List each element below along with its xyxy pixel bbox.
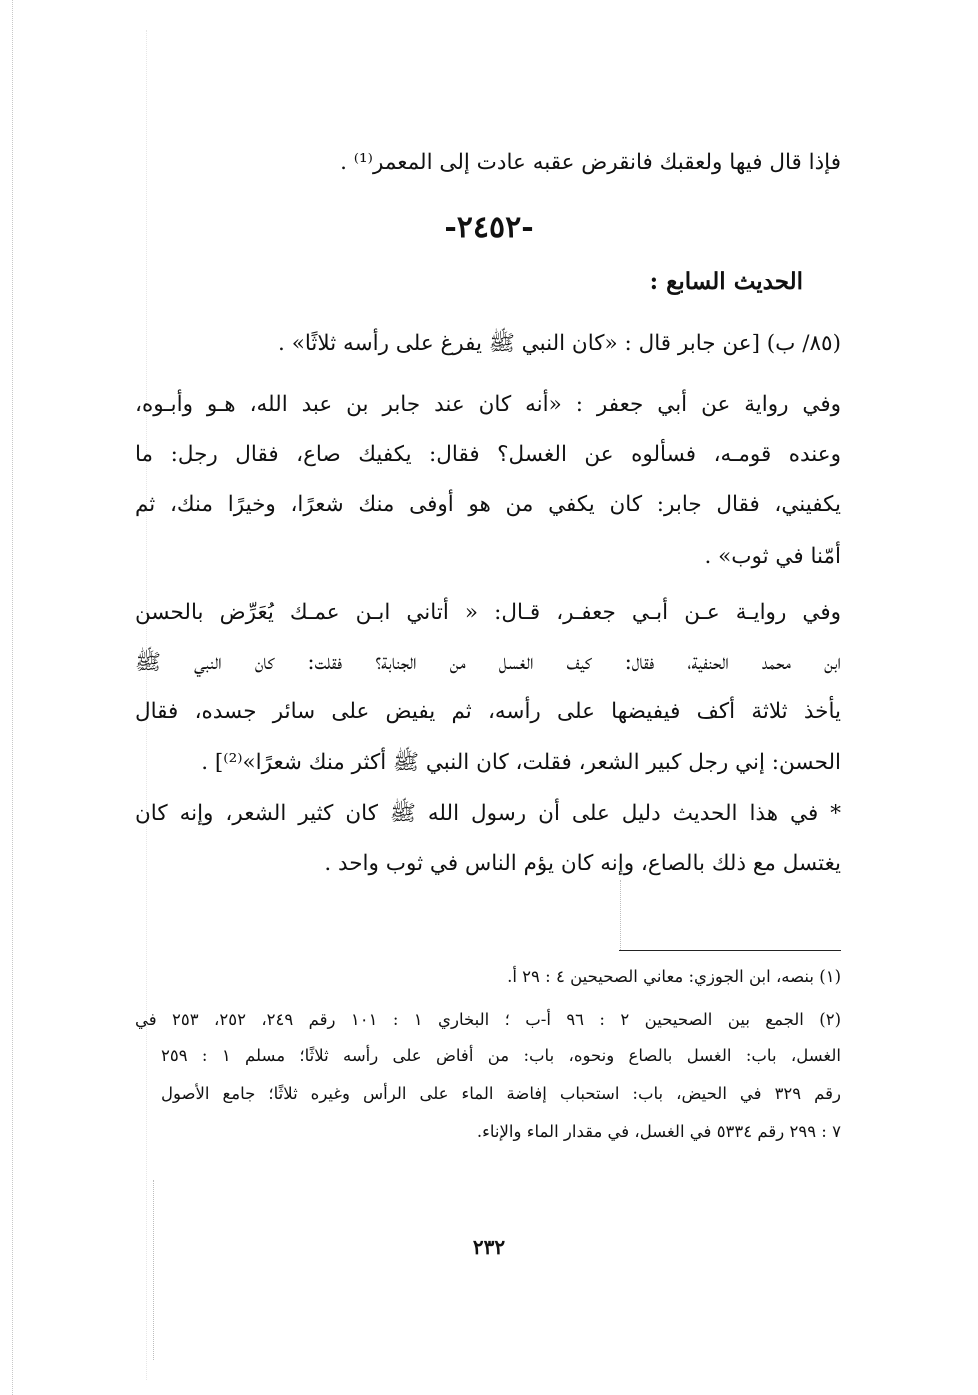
paragraph-line: وعنده قومـه، فسألوه عن الغسل؟ فقال: يكفيك صاع، فقال رجل: ما [135,442,841,467]
hadith-number: -٢٤٥٢- [444,210,534,245]
footnote-line: (١) بنصه، ابن الجوزي: معاني الصحيحين ٤ : ٢٩ أ. [507,967,841,986]
footnote-line: ٧ : ٢٩٩ رقم ٥٣٣٤ في الغسل، في مقدار الماء والإناء. [476,1122,841,1141]
footnote-line: رقم ٣٢٩ في الحيض، باب: استحباب إفاضة الماء على الرأس وغيره ثلاثًا؛ جامع الأصول [161,1084,841,1103]
intro-line: فإذا قال فيها ولعقبك فانقرض عقبه عادت إلى المعمر⁽¹⁾ . [340,150,841,175]
scan-artifact-line [620,880,621,950]
paragraph-line: وفي روايـة عـن أبـي جعفـر، قـال: « أتاني ابـن عمـك يُعَرِّض بالحسن [135,600,841,625]
footnote-line: (٢) الجمع بين الصحيحين ٢ : ٩٦ أ-ب ؛ البخاري ١ : ١٠١ رقم ٢٤٩، ٢٥٢، ٢٥٣ في [135,1010,842,1029]
paragraph-line: ابن محمد الحنفية، فقال: كيف الغسل من الجنابة؟ فقلت: كان النبي ﷺ [135,650,841,675]
footnote-divider [619,950,841,951]
page-number: ٢٣٢ [472,1235,506,1259]
paragraph-line: (٨٥/ ب) [عن جابر قال : «كان النبي ﷺ يفرغ على رأسه ثلاثًا» . [278,331,841,356]
paragraph-line: يأخذ ثلاثة أكف فيفيضها على رأسه، ثم يفيض على سائر جسده، فقال [135,699,841,724]
paragraph-line: الحسن: إني رجل كبير الشعر، فقلت، كان النبي ﷺ أكثر منك شعرًا»⁽²⁾] . [201,750,841,775]
footnote-line: الغسل، باب: الغسل بالصاع ونحوه، باب: من أفاض على رأسه ثلاثًا؛ مسلم ١ : ٢٥٩ [161,1046,841,1065]
paragraph-line: يغتسل مع ذلك بالصاع، وإنه كان يؤم الناس في ثوب واحد . [324,851,841,876]
paragraph-line: وفي رواية عن أبي جعفر : «أنه كان عند جابر بن عبد الله، هـو وأبـوه، [135,392,841,417]
paragraph-line: أمّنا في ثوب» . [704,544,841,569]
paragraph-line: يكفيني، فقال جابر: كان يكفي من هو أوفى منك شعرًا، وخيرًا منك، ثم [135,492,841,517]
paragraph-line: * في هذا الحديث دليل على أن رسول الله ﷺ كان كثير الشعر، وإنه كان [135,801,841,826]
scan-artifact-line [153,1180,154,1360]
section-heading: الحديث السابع : [649,268,803,295]
